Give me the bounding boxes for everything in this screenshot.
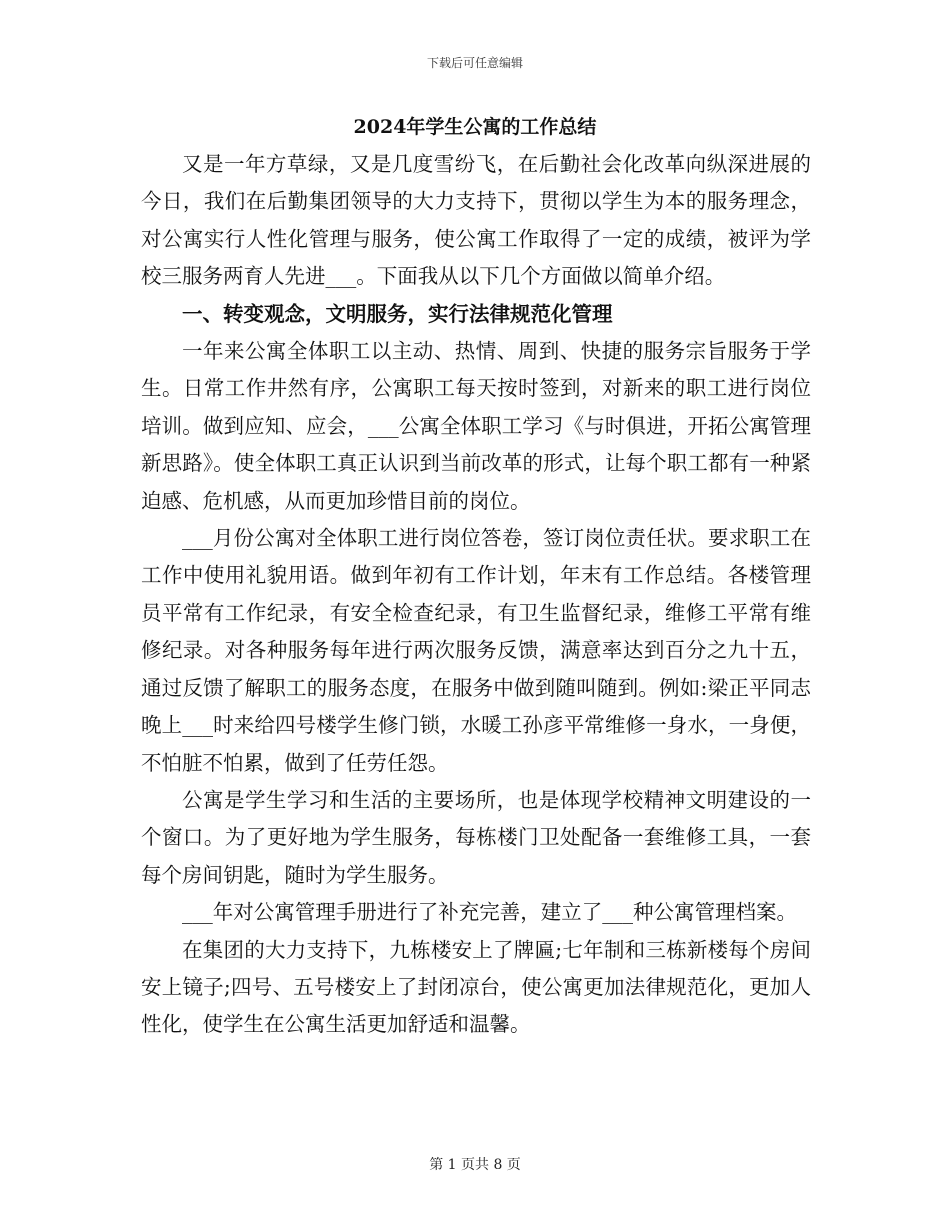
paragraph-dormitory-role: 公寓是学生学习和生活的主要场所，也是体现学校精神文明建设的一个窗口。为了更好地为学生服务，每栋楼门卫处配备一套维修工具，一套每个房间钥匙，随时为学生服务。 xyxy=(141,787,811,887)
paragraph-facility-upgrades: 在集团的大力支持下，九栋楼安上了牌匾;七年制和三栋新楼每个房间安上镜子;四号、五号楼安上了封闭凉台，使公寓更加法律规范化，更加人性化，使学生在公寓生活更加舒适和温馨。 xyxy=(141,937,811,1037)
document-title: 2024年学生公寓的工作总结 xyxy=(353,116,597,138)
page-number: 第 1 页共 8 页 xyxy=(429,1157,521,1173)
paragraph-management-manual: ___年对公寓管理手册进行了补充完善，建立了___种公寓管理档案。 xyxy=(182,900,797,925)
section-heading-1: 一、转变观念，文明服务，实行法律规范化管理 xyxy=(182,301,613,326)
paragraph-service-attitude: 一年来公寓全体职工以主动、热情、周到、快捷的服务宗旨服务于学生。日常工作井然有序，公寓职工每天按时签到，对新来的职工进行岗位培训。做到应知、应会，___公寓全体职工学习《与时俱进，开拓公寓管理新思路》。使全体职工真正认识到当前改革的形式，让每个职工都有一种紧迫感、危机感，从而更加珍惜目前的岗位。 xyxy=(141,339,811,513)
paragraph-intro: 又是一年方草绿，又是几度雪纷飞，在后勤社会化改革向纵深进展的今日，我们在后勤集团领导的大力支持下，贯彻以学生为本的服务理念，对公寓实行人性化管理与服务，使公寓工作取得了一定的成绩，被评为学校三服务两育人先进___。下面我从以下几个方面做以简单介绍。 xyxy=(141,152,811,289)
paragraph-job-assessment: ___月份公寓对全体职工进行岗位答卷，签订岗位责任状。要求职工在工作中使用礼貌用语。做到年初有工作计划，年末有工作总结。各楼管理员平常有工作纪录，有安全检查纪录，有卫生监督纪录，维修工平常有维修纪录。对各种服务每年进行两次服务反馈，满意率达到百分之九十五，通过反馈了解职工的服务态度，在服务中做到随叫随到。例如:梁正平同志晚上___时来给四号楼学生修门锁，水暖工孙彦平常维修一身水，一身便，不怕脏不怕累，做到了任劳任怨。 xyxy=(141,526,811,775)
document-body xyxy=(141,146,811,1044)
download-note: 下载后可任意编辑 xyxy=(426,56,523,70)
